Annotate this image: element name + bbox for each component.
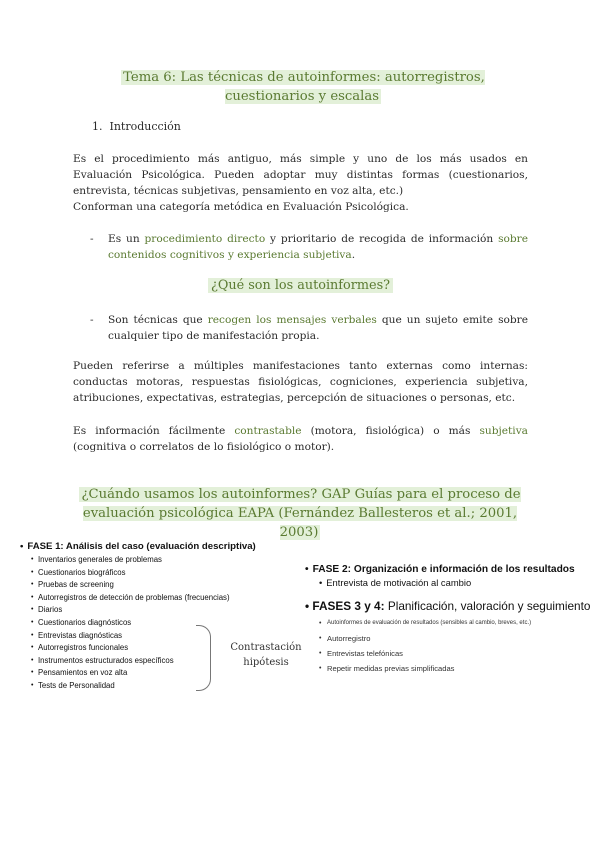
list-item: • Inventarios generales de problemas	[32, 554, 310, 567]
list-item: • Entrevistas telefónicas	[319, 646, 597, 661]
phase3-list	[305, 616, 597, 676]
what-paragraph-1: Pueden referirse a múltiples manifestaciones tanto externas como internas: conductas motoras, respuestas fisiológicas, cogniciones, experiencia subjetiva, atribuciones, expectativas, estrategias, percepción de situaciones o personas, etc.	[73, 360, 528, 404]
bullet-text: Es un procedimiento directo y prioritario de recogida de información sobre contenidos cognitivos y experiencia subjetiva.	[108, 233, 528, 261]
list-item: • Autorregistros de detección de problemas (frecuencias)	[32, 592, 310, 605]
phase1-title: • FASE 1: Análisis del caso (evaluación descriptiva)	[20, 541, 256, 552]
phase2-block	[305, 564, 595, 588]
bullet-dash: -	[90, 233, 94, 245]
phase3-block	[305, 599, 597, 676]
list-item: • Autorregistro	[319, 631, 597, 646]
list-item: • Pensamientos en voz alta	[32, 667, 310, 680]
list-item: • Tests de Personalidad	[32, 680, 310, 693]
bullet-dash: -	[90, 314, 94, 326]
section-heading: 1. Introducción	[92, 120, 181, 133]
phase2-item: • Entrevista de motivación al cambio	[319, 577, 472, 588]
list-item: • Cuestionarios biográficos	[32, 567, 310, 580]
phase2-title: • FASE 2: Organización e información de los resultados	[305, 564, 575, 575]
subheading-when: ¿Cuándo usamos los autoinformes? GAP Guías para el proceso de evaluación psicológica EAPA (Fernández Ballesteros et al.; 2001, 2003)	[81, 487, 521, 540]
contrast-label: Contrastación hipótesis	[230, 642, 302, 668]
grouping-brace	[196, 625, 211, 691]
highlight-term: subjetiva	[479, 425, 528, 437]
list-item: • Instrumentos estructurados específicos	[32, 655, 310, 668]
phase3-title: • FASES 3 y 4: Planificación, valoración y seguimiento	[305, 599, 591, 613]
list-item: • Repetir medidas previas simplificadas	[319, 661, 597, 676]
intro-paragraph-1: Es el procedimiento más antiguo, más simple y uno de los más usados en Evaluación Psicológica. Pueden adoptar muy distintas formas (cuestionarios, entrevista, técnicas subjetivas, pensamiento en voz alta, etc.)	[73, 153, 528, 197]
highlight-term: contrastable	[234, 425, 302, 437]
intro-paragraph-2: Conforman una categoría metódica en Evaluación Psicológica.	[73, 201, 409, 213]
list-item: • Cuestionarios diagnósticos	[32, 617, 310, 630]
phase1-list	[20, 554, 310, 693]
intro-bullet	[90, 231, 528, 263]
highlight-term: procedimiento directo	[144, 233, 266, 245]
list-item: • Autorregistros funcionales	[32, 642, 310, 655]
highlight-term: recogen los mensajes verbales	[207, 314, 377, 326]
what-bullet	[90, 312, 528, 344]
page-title-text: Tema 6: Las técnicas de autoinformes: autorregistros, cuestionarios y escalas	[123, 70, 485, 104]
bullet-text: Son técnicas que recogen los mensajes verbales que un sujeto emite sobre cualquier tipo de manifestación propia.	[108, 314, 529, 342]
list-item: • Autoinformes de evaluación de resultados (sensibles al cambio, breves, etc.)	[319, 616, 597, 631]
list-item: • Pruebas de screening	[32, 579, 310, 592]
what-paragraph-2: Es información fácilmente contrastable (motora, fisiológica) o más subjetiva (cognitiva o correlatos de lo fisiológico o motor).	[73, 425, 528, 453]
subheading-what: ¿Qué son los autoinformes?	[73, 278, 528, 293]
highlight-term: sobre contenidos cognitivos y experiencia subjetiva	[108, 233, 528, 261]
page-title	[80, 68, 526, 106]
list-item: • Diarios	[32, 604, 310, 617]
list-item: • Entrevistas diagnósticas	[32, 630, 310, 643]
